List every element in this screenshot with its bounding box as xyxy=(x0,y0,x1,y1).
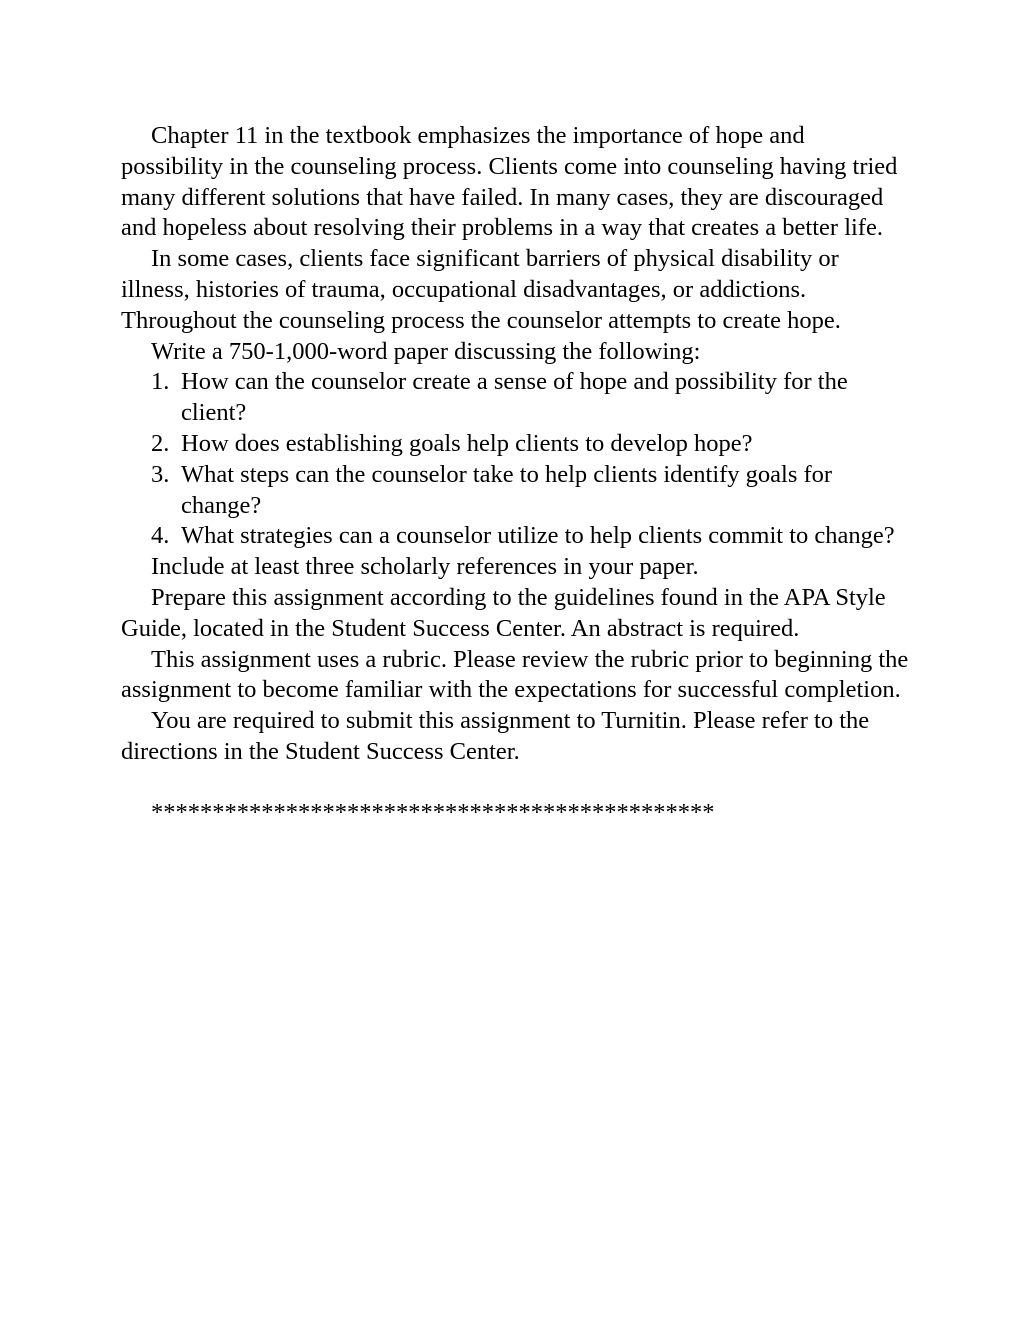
question-number: 3. xyxy=(151,460,170,488)
question-list xyxy=(121,367,911,552)
document-page xyxy=(121,121,911,829)
question-number: 1. xyxy=(151,368,170,396)
question-number: 4. xyxy=(151,522,170,550)
question-number: 2. xyxy=(151,429,170,457)
barriers-paragraph: In some cases, clients face significant barriers of physical disability or illness, histories of trauma, occupational disadvantages, or addictions. Throughout the counseling process the counselor attempts to create hope. xyxy=(121,245,841,334)
question-text: What strategies can a counselor utilize to help clients commit to change? xyxy=(181,522,895,550)
question-item xyxy=(121,460,911,522)
references-paragraph: Include at least three scholarly references in your paper. xyxy=(151,553,699,581)
intro-paragraph: Chapter 11 in the textbook emphasizes the importance of hope and possibility in the counseling process. Clients come into counseling having tried many different solutions that have failed. In many cases, they are discouraged and hopeless about resolving their problems in a way that creates a better life. xyxy=(121,122,898,242)
apa-guidelines-paragraph: Prepare this assignment according to the guidelines found in the APA Style Guide, located in the Student Success Center. An abstract is required. xyxy=(121,583,886,642)
asterisk-separator: ********************************************** xyxy=(151,798,715,826)
turnitin-paragraph: You are required to submit this assignment to Turnitin. Please refer to the directions in the Student Success Center. xyxy=(121,707,870,765)
question-item xyxy=(121,429,911,460)
assignment-instruction: Write a 750-1,000-word paper discussing the following: xyxy=(151,337,701,365)
question-text: What steps can the counselor take to help clients identify goals for change? xyxy=(181,460,833,519)
rubric-paragraph: This assignment uses a rubric. Please review the rubric prior to beginning the assignment to become familiar with the expectations for successful completion. xyxy=(121,645,909,704)
question-item xyxy=(121,521,911,552)
question-item xyxy=(121,367,911,429)
question-text: How can the counselor create a sense of hope and possibility for the client? xyxy=(181,368,848,427)
question-text: How does establishing goals help clients to develop hope? xyxy=(181,429,753,457)
